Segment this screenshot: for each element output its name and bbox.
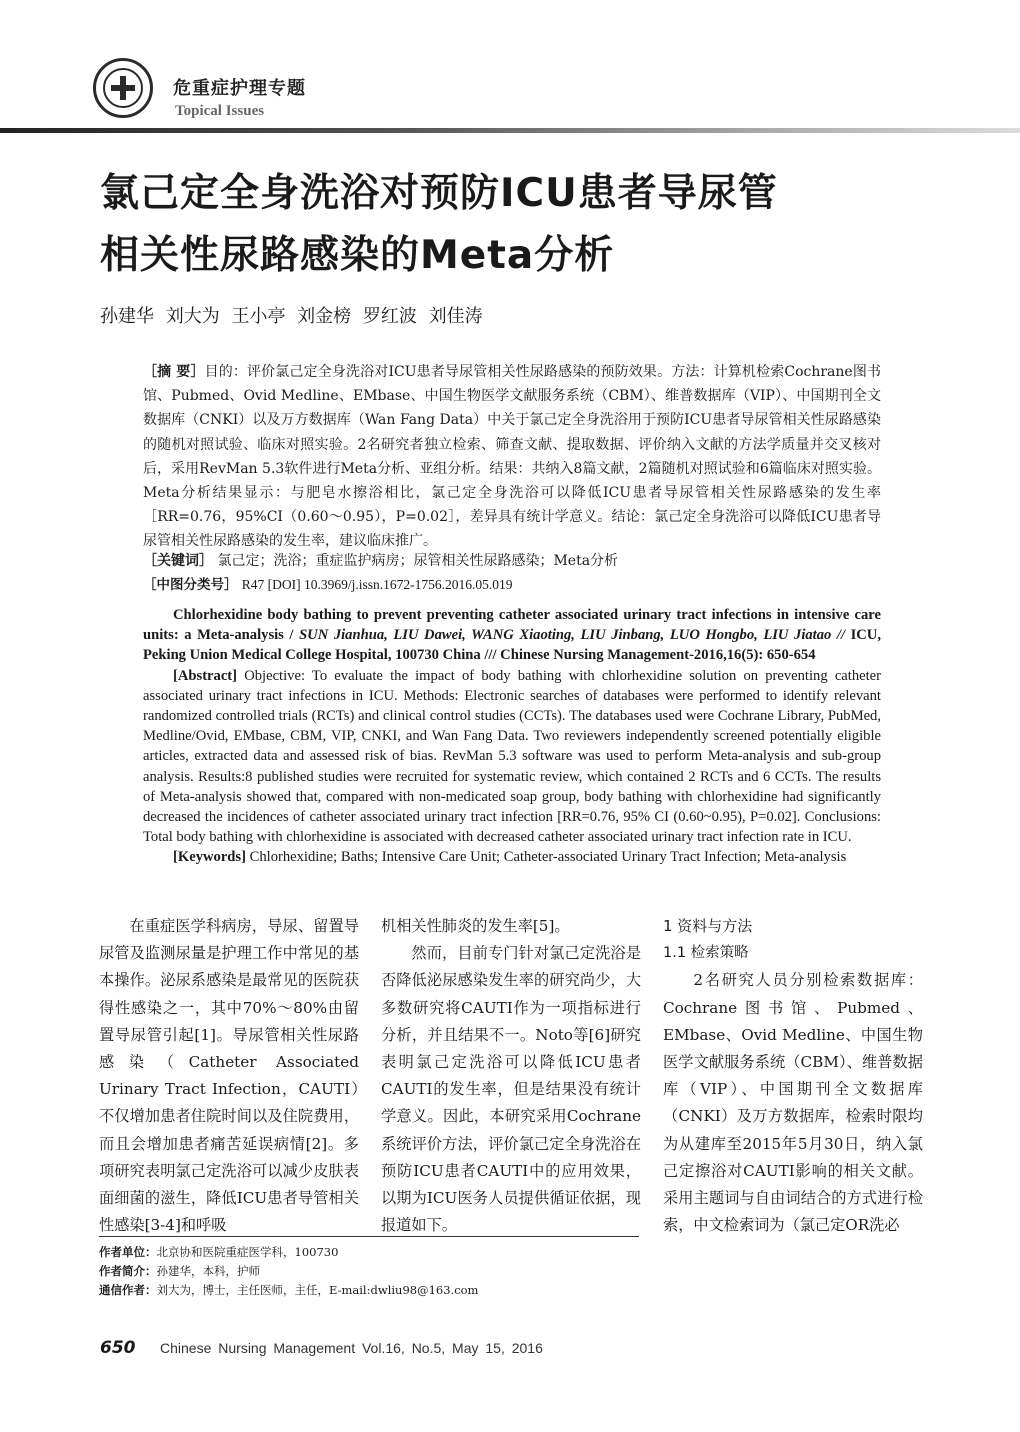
journal-info: Chinese Nursing Management Vol.16, No.5, May 15, 2016 (160, 1340, 543, 1356)
en-title: Chlorhexidine body bathing to prevent preventing catheter associated urinary tract infections in intensive care units: a Meta-analysis / (143, 607, 881, 644)
en-keywords (143, 847, 881, 867)
cn-abstract-label: ［摘 要］ (143, 364, 205, 380)
section-title-en: Topical Issues (175, 103, 265, 119)
footnote-corr (99, 1281, 639, 1300)
footnotes (99, 1243, 639, 1300)
author-list: 孙建华 刘大为 王小亭 刘金榜 罗红波 刘佳涛 (100, 306, 483, 327)
footnote-unit (99, 1243, 639, 1262)
cn-classification (143, 574, 881, 596)
intro-paragraph-2: 然而，目前专门针对氯己定洗浴是否降低泌尿感染发生率的研究尚少，大多数研究将CAUTI作为一项指标进行分析，并且结果不一。Noto等[6]研究表明氯己定洗浴可以降低ICU患者CAUTI的发生率，但是结果没有统计学意义。因此，本研究采用Cochrane系统评价方法，评价氯己定全身洗浴在预防ICU患者CAUTI中的应用效果，以期为ICU医务人员提供循证依据，现报道如下。 (381, 944, 641, 1235)
intro-paragraph-1-cont: 机相关性肺炎的发生率[5]。 (381, 917, 570, 935)
en-citation (143, 605, 881, 666)
section-heading-1: 1 资料与方法 (663, 917, 753, 935)
intro-paragraph-1: 在重症医学科病房，导尿、留置导尿管及监测尿量是护理工作中常见的基本操作。泌尿系感染是最常见的医院获得性感染之一，其中70%～80%由留置导尿管引起[1]。导尿管相关性尿路感染（Catheter Associated Urinary Tract Infection，CAUTI）不仅增加患者住院时间以及住院费用，而且会增加患者痛苦延误病情[2]。多项研究表明氯己定洗浴可以减少皮肤表面细菌的滋生，降低ICU患者导管相关性感染[3-4]和呼吸 (99, 917, 359, 1235)
cn-abstract (143, 360, 881, 554)
footnote-corr-text: 刘大为，博士，主任医师，主任，E-mail:dwliu98@163.com (156, 1283, 479, 1297)
footnote-bio-label: 作者简介： (99, 1264, 157, 1278)
en-keywords-label: [Keywords] (173, 849, 246, 866)
footnote-unit-label: 作者单位： (99, 1245, 157, 1259)
page-number: 650 (100, 1338, 136, 1358)
article-title (100, 163, 920, 287)
en-abstract (143, 605, 881, 868)
cn-abstract-text: 目的：评价氯己定全身洗浴对ICU患者导尿管相关性尿路感染的预防效果。方法：计算机检索Cochrane图书馆、Pubmed、Ovid Medline、EMbase、中国生物医学文献服务系统（CBM）、维普数据库（VIP）、中国期刊全文数据库（CNKI）以及万方数据库（Wan Fang Data）中关于氯己定全身洗浴用于预防ICU患者导尿管相关性尿路感染的随机对照试验、临床对照实验。2名研究者独立检索、筛查文献、提取数据、评价纳入文献的方法学质量并交叉核对后，采用RevMan 5.3软件进行Meta分析、亚组分析。结果：共纳入8篇文献，2篇随机对照试验和6篇临床对照实验。Meta分析结果显示：与肥皂水擦浴相比，氯己定全身洗浴可以降低ICU患者导尿管相关性尿路感染的发生率［RR=0.76，95%CI（0.60～0.95），P=0.02］，差异具有统计学意义。结论：氯己定全身洗浴可以降低ICU患者导尿管相关性尿路感染的发生率，建议临床推广。 (143, 364, 881, 550)
body-column-1 (99, 913, 359, 1239)
footnote-corr-label: 通信作者： (99, 1283, 157, 1297)
methods-paragraph: 2名研究人员分别检索数据库：Cochrane图书馆、Pubmed、EMbase、Ovid Medline、中国生物医学文献服务系统（CBM）、维普数据库（VIP）、中国期刊全文数据库（CNKI）及万方数据库，检索时限均为从建库至2015年5月30日，纳入氯己定擦浴对CAUTI影响的相关文献。采用主题词与自由词结合的方式进行检索，中文检索词为（氯己定OR洗必 (663, 971, 923, 1235)
title-line-2: 相关性尿路感染的Meta分析 (100, 233, 615, 278)
en-abstract-para (143, 666, 881, 848)
footnote-rule (99, 1236, 639, 1237)
cn-keywords-text: 氯己定；洗浴；重症监护病房；尿管相关性尿路感染；Meta分析 (217, 553, 619, 569)
header-rule (0, 128, 1020, 133)
cn-clc-label: ［中图分类号］ (143, 577, 238, 593)
section-title-cn: 危重症护理专题 (173, 78, 306, 99)
en-authors: SUN Jianhua, LIU Dawei, WANG Xiaoting, LIU Jinbang, LUO Hongbo, LIU Jiatao // (293, 627, 846, 644)
title-line-1: 氯己定全身洗浴对预防ICU患者导尿管 (100, 171, 778, 216)
body-column-3 (663, 913, 923, 1239)
en-abstract-label: [Abstract] (173, 667, 238, 684)
en-keywords-text: Chlorhexidine; Baths; Intensive Care Unit; Catheter-associated Urinary Tract Infection; Meta-analysis (245, 849, 847, 866)
cn-keywords-label: ［关键词］ (143, 553, 213, 569)
cn-clc-text: R47 [DOI] 10.3969/j.issn.1672-1756.2016.05.019 (241, 577, 513, 592)
footnote-bio-text: 孙建华，本科，护师 (156, 1264, 260, 1278)
en-abstract-text: Objective: To evaluate the impact of body bathing with chlorhexidine solution on preventing catheter associated urinary tract infections in ICU. Methods: Electronic searches of databases were performed to identify relevant randomized controlled trials (RCTs) and clinical control studies (CCTs). The databases used were Cochrane Library, PubMed, Medline/Ovid, EMbase, CBM, VIP, CNKI, and Wan Fang Data. Two reviewers independently screened potentially eligible articles, extracted data and assessed risk of bias. RevMan 5.3 software was used to perform Meta-analysis and sub-group analysis. Results:8 published studies were recruited for systematic review, which contained 2 RCTs and 6 CCTs. The results of Meta-analysis showed that, compared with non-medicated soap group, body bathing with chlorhexidine had significantly decreased the incidences of catheter associated urinary tract infection [RR=0.76, 95% CI (0.60~0.95), P=0.02]. Conclusions: Total body bathing with chlorhexidine is associated with decreased catheter associated urinary tract infection rate in ICU. (143, 667, 881, 846)
cn-keywords (143, 550, 881, 572)
footnote-bio (99, 1262, 639, 1281)
cross-icon (103, 68, 143, 108)
subsection-heading-1-1: 1.1 检索策略 (663, 945, 749, 962)
body-column-2 (381, 913, 641, 1239)
footnote-unit-text: 北京协和医院重症医学科，100730 (156, 1245, 339, 1259)
journal-logo (93, 58, 153, 118)
en-affiliation: ICU, Peking Union Medical College Hospital, 100730 China /// Chinese Nursing Management-2016,16(5): 650-654 (143, 627, 881, 664)
